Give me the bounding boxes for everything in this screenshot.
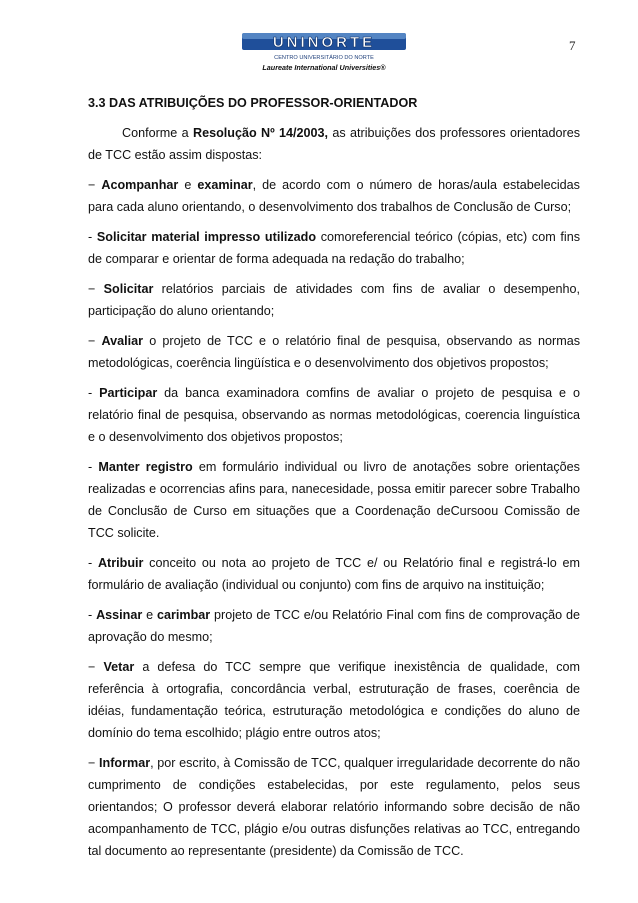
list-item bbox=[88, 604, 580, 648]
item-text: da banca examinadora comfins de avaliar o projeto de pesquisa e o relatório final de pesquisa, observando as normas metodológicas, coerencia linguística e o desenvolvimento dos objetivos propostos; bbox=[88, 386, 580, 444]
list-item bbox=[88, 330, 580, 374]
item-text: a defesa do TCC sempre que verifique inexistência de qualidade, com referência à ortografia, concordância verbal, estruturação de frases, coerência de idéias, fundamentação teórica, estruturação metodológica e condições do aluno de domínio do tema escolhido; plágio entre outros atos; bbox=[88, 660, 580, 740]
list-item bbox=[88, 456, 580, 544]
logo-brand-text: UNINORTE bbox=[272, 34, 376, 51]
section-title: 3.3 DAS ATRIBUIÇÕES DO PROFESSOR-ORIENTADOR bbox=[88, 96, 418, 110]
item-keyword: carimbar bbox=[156, 608, 211, 622]
item-keyword: Solicitar bbox=[103, 282, 154, 296]
item-text: relatórios parciais de atividades com fins de avaliar o desempenho, participação do aluno orientando; bbox=[88, 282, 581, 318]
item-keyword: Avaliar bbox=[101, 334, 144, 348]
item-keyword: Solicitar material impresso utilizado bbox=[96, 230, 317, 244]
item-keyword: Assinar bbox=[96, 608, 143, 622]
list-item bbox=[88, 226, 580, 270]
item-keyword: Manter registro bbox=[98, 460, 193, 474]
item-keyword: Atribuir bbox=[97, 556, 144, 570]
intro-text-pre: Conforme a bbox=[122, 126, 193, 140]
item-text: em formulário individual ou livro de anotações sobre orientações realizadas e ocorrencias afins para, nanecesidade, possa emitir parecer sobre Trabalho de Conclusão de Curso em situações que a Coordenação deCursoou Comissão de TCC solicite. bbox=[88, 460, 580, 540]
item-bullet: - bbox=[88, 556, 98, 570]
list-item bbox=[88, 552, 580, 596]
item-keyword: Participar bbox=[99, 386, 158, 400]
item-bullet: - bbox=[88, 230, 97, 244]
logo-subtitle: CENTRO UNIVERSITÁRIO DO NORTE bbox=[274, 55, 374, 61]
intro-paragraph bbox=[88, 122, 580, 166]
uninorte-logo bbox=[240, 30, 408, 76]
item-bullet: − bbox=[88, 660, 104, 674]
item-bullet: − bbox=[88, 282, 104, 296]
logo-tagline: Laureate International Universities® bbox=[262, 63, 386, 72]
item-text: projeto de TCC e/ou Relatório Final com fins de comprovação de aprovação do mesmo; bbox=[88, 608, 580, 644]
item-text: o projeto de TCC e o relatório final de pesquisa, observando as normas metodológicas, coerência lingüística e o desenvolvimento dos objetivos propostos; bbox=[88, 334, 580, 370]
item-text: conceito ou nota ao projeto de TCC e/ ou Relatório final e registrá-lo em formulário de avaliação (individual ou conjunto) com fins de arquivo na instituição; bbox=[88, 556, 580, 592]
intro-text-post: as atribuições dos professores orientadores de TCC estão assim dispostas: bbox=[88, 126, 581, 162]
list-item bbox=[88, 656, 580, 744]
item-bullet: - bbox=[88, 386, 100, 400]
list-item bbox=[88, 174, 580, 218]
item-bullet: - bbox=[88, 608, 97, 622]
item-keyword: examinar bbox=[197, 178, 253, 192]
list-item bbox=[88, 382, 580, 448]
item-bullet: − bbox=[88, 756, 100, 770]
list-item bbox=[88, 752, 580, 862]
item-bullet: − bbox=[88, 334, 102, 348]
item-bullet: - bbox=[88, 460, 99, 474]
item-text: , de acordo com o número de horas/aula estabelecidas para cada aluno orientando, o desenvolvimento dos trabalhos de Conclusão de Curso; bbox=[88, 178, 580, 214]
item-connector: e bbox=[178, 178, 198, 192]
item-bullet: − bbox=[88, 178, 102, 192]
intro-resolution: Resolução Nº 14/2003, bbox=[192, 126, 329, 140]
page-number: 7 bbox=[569, 38, 576, 53]
item-text: comoreferencial teórico (cópias, etc) com fins de comparar e orientar de forma adequada na redação do trabalho; bbox=[88, 230, 580, 266]
item-text: , por escrito, à Comissão de TCC, qualquer irregularidade decorrente do não cumprimento de condições estabelecidas, por este regulamento, pelos seus orientandos; O professor deverá elaborar relatório informando sobre decisão de não acompanhamento de TCC, plágio e/ou outras disfunções relativas ao TCC, entregando tal documento ao representante (presidente) da Comissão de TCC. bbox=[88, 756, 581, 858]
list-item bbox=[88, 278, 580, 322]
item-keyword: Informar bbox=[99, 756, 151, 770]
item-keyword: Acompanhar bbox=[101, 178, 179, 192]
item-connector: e bbox=[142, 608, 157, 622]
document-body bbox=[88, 92, 580, 870]
item-keyword: Vetar bbox=[103, 660, 135, 674]
